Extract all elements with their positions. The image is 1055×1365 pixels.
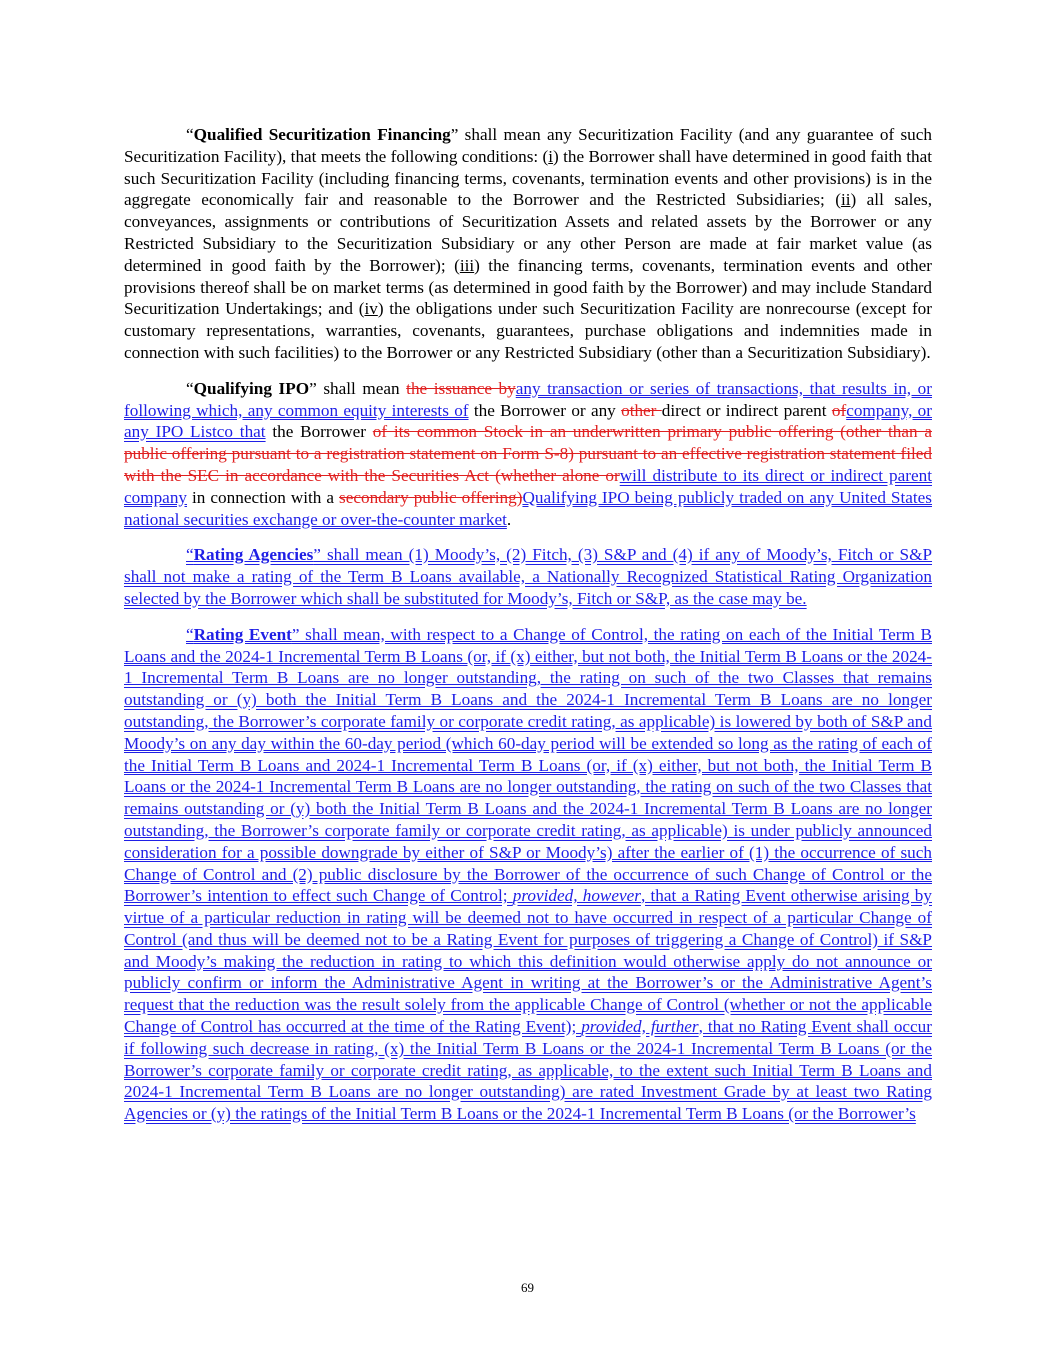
text-run: direct or indirect parent: [661, 400, 832, 420]
text-run: ) the obligations under such Securitization Facility are nonrecourse (except for customary representations, warranties, covenants, guarantees, purchase obligations and indemnities made in connection with such facilities) to the Borrower or any Restricted Subsidiary (other than a Securitization Subsidiary).: [124, 299, 932, 362]
defined-term: Rating Agencies: [193, 545, 314, 565]
text-run: ) the Borrower shall have determined in good faith that such Securitization Facility (including financing terms, covenants, termination events and other provisions) is in the aggregate economically fair and reasonable to the Borrower and the Restricted Subsidiaries; (: [124, 146, 932, 210]
inserted-text: will distribute to its direct or indirect parent company: [124, 465, 932, 507]
text-run: ” shall mean (1) Moody’s, (2) Fitch, (3) S&P and (4) if any of Moody’s, Fitch or S&P shall not make a rating of the Term B Loans available, a Nationally Recognized Statistical Rating Organization selected by the Borrower which shall be substituted for Moody’s, Fitch or S&P, as the case may be.: [124, 545, 933, 608]
definition-rating-agencies: [124, 544, 932, 609]
text-run: ) the financing terms, covenants, termination events and other provisions thereof shall be on market terms (as determined in good faith by the Borrower) and may include Standard Securitization Undertakings; and (: [124, 255, 932, 319]
inserted-text: any transaction or series of transactions, that results in, or following which, any common equity interests of: [124, 378, 933, 420]
proviso-term: provided, further: [581, 1017, 699, 1037]
text-run: “: [186, 378, 194, 398]
clause-number: i: [548, 146, 554, 166]
text-run: ) all sales, conveyances, assignments or contributions of Securitization Assets and related assets by the Borrower or any Restricted Subsidiary to the Securitization Subsidiary or any other Person are made at fair market value (as determined in good faith by the Borrower); (: [124, 190, 932, 275]
clause-number: iii: [459, 255, 475, 275]
text-run: “: [186, 624, 194, 644]
text-run: ” shall mean: [309, 378, 407, 398]
clause-number: ii: [840, 190, 851, 210]
defined-term: Qualifying IPO: [193, 378, 310, 398]
text-run: ” shall mean any Securitization Facility (and any guarantee of such Securitization Facility), that meets the following conditions: (: [124, 125, 932, 166]
document-page: [124, 124, 932, 1139]
deleted-text: of its common Stock in an underwritten primary public offering (other than a public offering pursuant to a registration statement on Form S-8) pursuant to an effective registration statement filed with the SEC in accordance with the Securities Act (whether alone or: [124, 422, 932, 485]
text-run: in connection with a: [187, 487, 340, 507]
inserted-text: Qualifying IPO being publicly traded on any United States national securities exchange or over-the-counter market: [124, 487, 932, 529]
text-run: , that a Rating Event otherwise arising by virtue of a particular reduction in rating will be deemed not to have occurred in respect of a particular Change of Control (and thus will be deemed not to be a Rating Event for purposes of triggering a Change of Control) if S&P and Moody’s making the reduction in rating to which this definition would otherwise apply do not announce or publicly confirm or inform the Administrative Agent in writing at the Borrower’s or the Administrative Agent’s request that the reduction was the result solely from the applicable Change of Control (whether or not the applicable Change of Control has occurred at the time of the Rating Event);: [124, 886, 932, 1037]
deleted-text: secondary public offering): [339, 487, 523, 507]
definition-rating-event: [124, 624, 932, 1125]
inserted-text: company, or any IPO Listco that: [124, 400, 932, 442]
deleted-text: other: [621, 400, 662, 420]
text-run: ” shall mean, with respect to a Change of Control, the rating on each of the Initial Term B Loans and the 2024-1 Incremental Term B Loans (or, if (x) either, but not both, the Initial Term B Loans or the 2024-1 Incremental Term B Loans are no longer outstanding, the rating on such of the two Classes that remains outstanding or (y) both the Initial Term B Loans and the 2024-1 Incremental Term B Loans are no longer outstanding, the Borrower’s corporate family or corporate credit rating, as applicable) is lowered by both of S&P and Moody’s on any day within the 60-day period (which 60-day period will be extended so long as the rating of each of the Initial Term B Loans and 2024-1 Incremental Term B Loans (or, if (x) either, but not both, the Initial Term B Loans or the 2024-1 Incremental Term B Loans are no longer outstanding, the rating on such of the two Classes that remains outstanding or (y) both the Initial Term B Loans and the 2024-1 Incremental Term B Loans are no longer outstanding, the Borrower’s corporate family or corporate credit rating, as applicable) is under publicly announced consideration for a possible downgrade by either of S&P or Moody’s) after the earlier of (1) the occurrence of such Change of Control and (2) public disclosure by the Borrower of the occurrence of such Change of Control or the Borrower’s intention to effect such Change of Control;: [124, 624, 932, 906]
page-number: 69: [521, 1280, 534, 1295]
text-run: “: [186, 545, 194, 565]
deleted-text: of: [831, 400, 847, 420]
text-run: .: [506, 509, 512, 529]
text-run: “: [186, 125, 194, 144]
definition-qualified-securitization-financing: [124, 124, 932, 364]
proviso-term: provided, however: [512, 886, 641, 906]
clause-number: iv: [364, 299, 378, 319]
text-run: , that no Rating Event shall occur if following such decrease in rating, (x) the Initial Term B Loans or the 2024-1 Incremental Term B Loans (or the Borrower’s corporate family or corporate credit rating, as applicable, to the extent such Initial Term B Loans and 2024-1 Incremental Term B Loans are no longer outstanding) are rated Investment Grade by at least two Rating Agencies or (y) the ratings of the Initial Term B Loans or the 2024-1 Incremental Term B Loans (or the Borrower’s: [124, 1017, 932, 1124]
definition-qualifying-ipo: [124, 378, 932, 531]
text-run: the Borrower: [265, 422, 373, 442]
deleted-text: the issuance by: [406, 378, 516, 398]
defined-term: Rating Event: [193, 624, 292, 644]
defined-term: Qualified Securitization Financing: [193, 125, 451, 144]
text-run: the Borrower or any: [468, 400, 622, 420]
